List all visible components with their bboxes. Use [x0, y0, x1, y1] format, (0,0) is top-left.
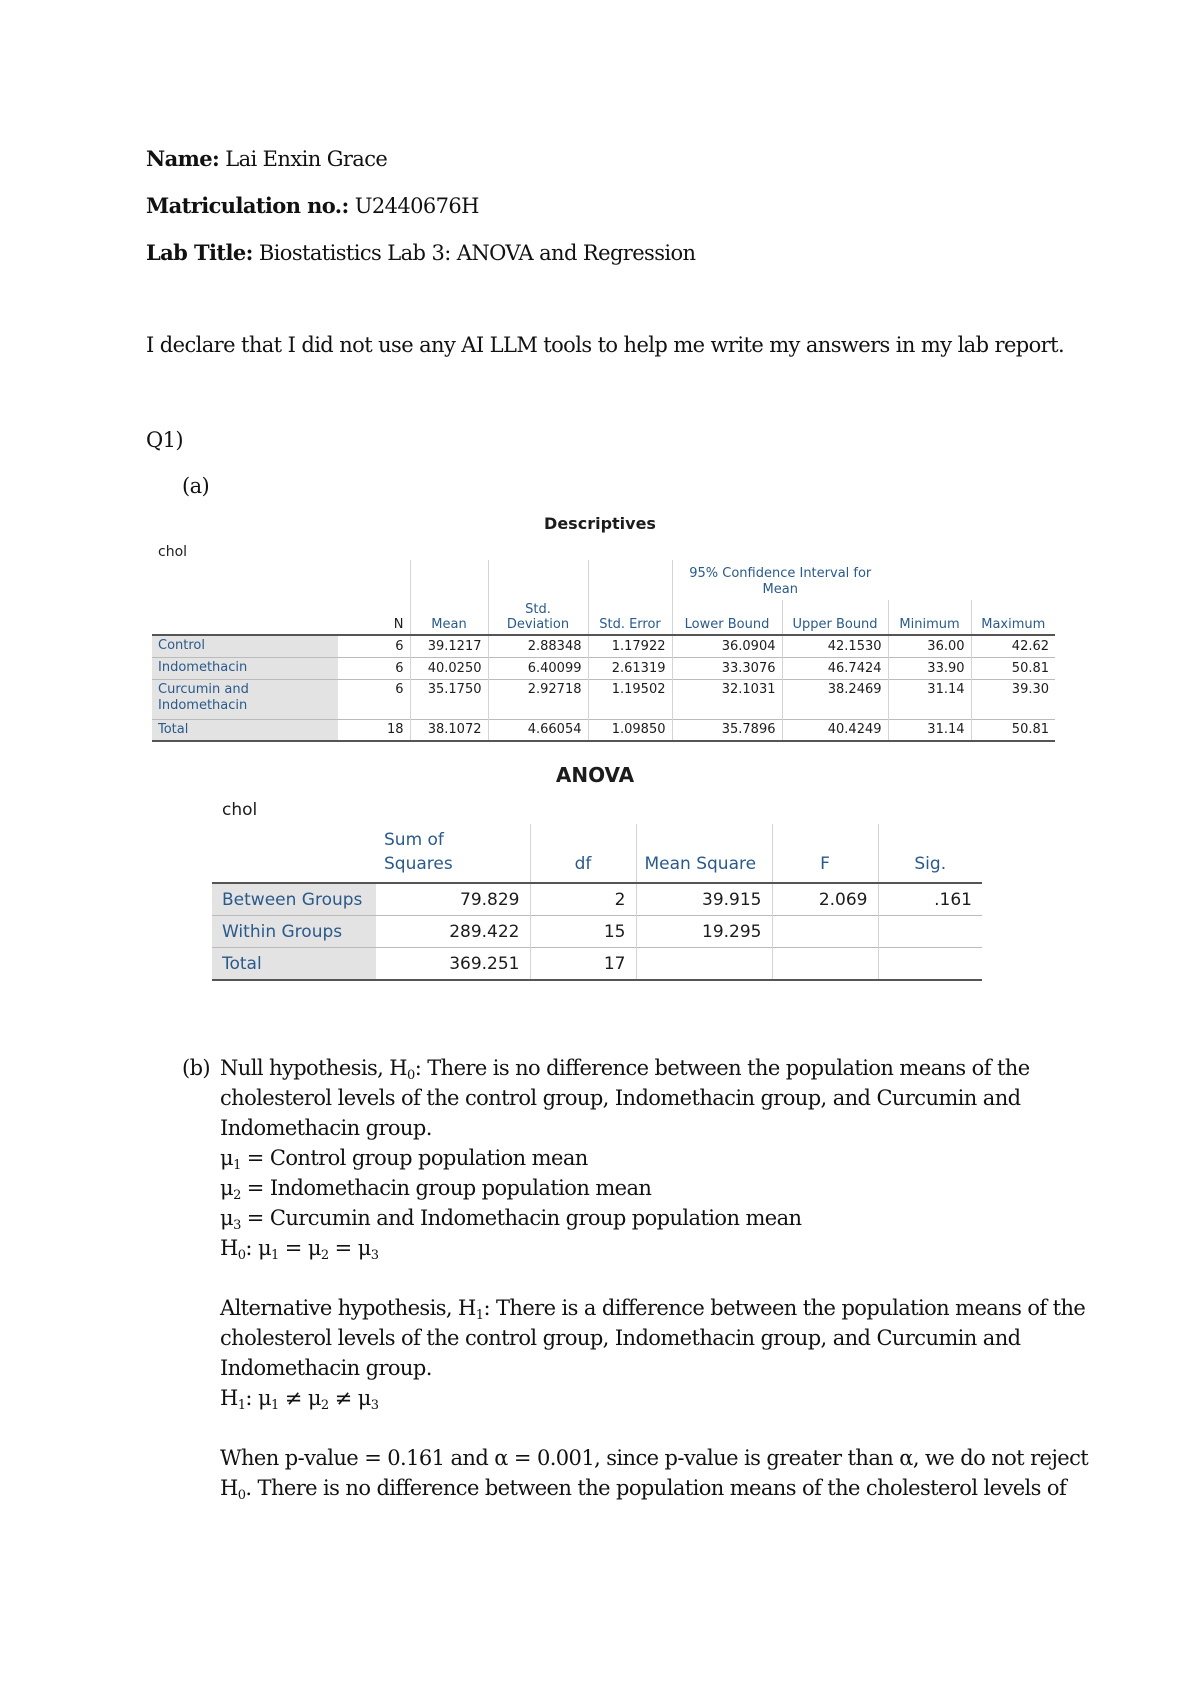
h-sub: 0 — [237, 1488, 246, 1503]
alt-sub: 1 — [475, 1308, 484, 1323]
table-row — [152, 635, 1055, 657]
alt-hypothesis-line2: cholesterol levels of the control group, Indomethacin group, and Curcumin and — [220, 1326, 1021, 1350]
alt-hypothesis-line3: Indomethacin group. — [220, 1356, 432, 1380]
mu1-definition — [220, 1146, 588, 1173]
mu-sub: 2 — [320, 1398, 329, 1413]
cell: 4.66054 — [488, 719, 588, 741]
cell: 2.069 — [772, 883, 878, 916]
col-header-df: df — [530, 824, 636, 883]
part-b-label: (b) — [182, 1056, 211, 1080]
row-label: Total — [152, 719, 338, 741]
col-header-minimum: Minimum — [888, 600, 971, 635]
declaration: I declare that I did not use any AI LLM tools to help me write my answers in my lab report. — [146, 333, 1065, 357]
cell: 2.88348 — [488, 635, 588, 657]
null-intro: Null hypothesis, H — [220, 1056, 408, 1080]
ci-header-line1: 95% Confidence Interval for — [689, 566, 872, 581]
row-label: Between Groups — [212, 883, 376, 916]
h1-equation — [220, 1386, 378, 1413]
h0-equation — [220, 1236, 378, 1263]
mu-symbol: μ — [220, 1176, 234, 1200]
descriptives-header-row — [152, 600, 1055, 635]
mu1-text: = Control group population mean — [240, 1146, 588, 1170]
null-hypothesis-line3: Indomethacin group. — [220, 1116, 432, 1140]
table-row — [152, 657, 1055, 679]
cell: 32.1031 — [672, 679, 782, 719]
cell: 1.09850 — [588, 719, 672, 741]
col-header-std-dev: Std. Deviation — [488, 600, 588, 635]
h-symbol: H — [220, 1236, 238, 1260]
mu-sub: 1 — [233, 1158, 241, 1173]
h-sub: 0 — [237, 1248, 246, 1263]
col-header-n: N — [393, 617, 404, 632]
table-row — [212, 916, 982, 948]
cell: 31.14 — [888, 719, 971, 741]
cell: 42.62 — [971, 635, 1055, 657]
cell: 2.61319 — [588, 657, 672, 679]
anova-header-row — [212, 824, 982, 883]
cell: 50.81 — [971, 719, 1055, 741]
lab-title-value: Biostatistics Lab 3: ANOVA and Regression — [258, 241, 696, 265]
cell — [636, 948, 772, 981]
mu-sub: 2 — [320, 1248, 329, 1263]
descriptives-variable: chol — [158, 544, 188, 560]
conclusion-text2: . There is no difference between the population means of the cholesterol levels of — [245, 1476, 1067, 1500]
cell: 6.40099 — [488, 657, 588, 679]
cell: 79.829 — [376, 883, 530, 916]
cell: 38.2469 — [782, 679, 888, 719]
col-header-maximum: Maximum — [971, 600, 1055, 635]
cell — [878, 916, 982, 948]
mu-sub: 1 — [271, 1248, 279, 1263]
eq-part: : μ — [245, 1386, 271, 1410]
lab-title-label: Lab Title: — [146, 240, 253, 265]
cell: 39.30 — [971, 679, 1055, 719]
cell: 36.0904 — [672, 635, 782, 657]
col-header-sum-of-squares — [376, 824, 530, 883]
mu-sub: 2 — [233, 1188, 241, 1203]
cell: 2 — [530, 883, 636, 916]
conclusion-line1: When p-value = 0.161 and α = 0.001, since p-value is greater than α, we do not reject — [220, 1446, 1089, 1470]
cell: 40.4249 — [782, 719, 888, 741]
cell: 19.295 — [636, 916, 772, 948]
mu-symbol: μ — [220, 1146, 234, 1170]
cell — [772, 948, 878, 981]
cell: .161 — [878, 883, 982, 916]
name-value: Lai Enxin Grace — [225, 147, 388, 171]
mu3-definition — [220, 1206, 801, 1233]
null-hypothesis-line1 — [220, 1056, 1030, 1083]
cell: 17 — [530, 948, 636, 981]
cell: 50.81 — [971, 657, 1055, 679]
part-a-label: (a) — [182, 474, 210, 498]
matric-label: Matriculation no.: — [146, 193, 349, 218]
row-label — [152, 679, 338, 719]
table-row — [212, 948, 982, 981]
col-header-f: F — [772, 824, 878, 883]
null-text1: : There is no difference between the population means of the — [414, 1056, 1030, 1080]
mu2-definition — [220, 1176, 651, 1203]
table-row — [152, 719, 1055, 741]
cell: 6 — [338, 679, 410, 719]
cell: 35.7896 — [672, 719, 782, 741]
cell: 33.3076 — [672, 657, 782, 679]
cell: 369.251 — [376, 948, 530, 981]
h-sub: 1 — [237, 1398, 246, 1413]
cell: 46.7424 — [782, 657, 888, 679]
row-label: Control — [152, 635, 338, 657]
mu-sub: 1 — [271, 1398, 279, 1413]
cell: 15 — [530, 916, 636, 948]
cell: 289.422 — [376, 916, 530, 948]
cell: 36.00 — [888, 635, 971, 657]
anova-table — [212, 824, 982, 981]
mu-sub: 3 — [233, 1218, 241, 1233]
h-symbol: H — [220, 1476, 238, 1500]
descriptives-title: Descriptives — [544, 514, 656, 533]
name-label: Name: — [146, 146, 220, 171]
cell: 42.1530 — [782, 635, 888, 657]
ci-header-line2: Mean — [762, 582, 798, 597]
lab-title-line — [146, 240, 696, 265]
col-header-sum-of-squares-line1: Sum of — [384, 830, 444, 850]
eq-part: = μ — [328, 1236, 371, 1260]
cell: 40.0250 — [410, 657, 488, 679]
cell: 18 — [338, 719, 410, 741]
descriptives-table — [152, 560, 1055, 742]
cell — [772, 916, 878, 948]
alt-intro: Alternative hypothesis, H — [220, 1296, 476, 1320]
mu2-text: = Indomethacin group population mean — [240, 1176, 652, 1200]
mu-symbol: μ — [220, 1206, 234, 1230]
question-1-label: Q1) — [146, 428, 183, 452]
cell: 6 — [338, 635, 410, 657]
row-label: Within Groups — [212, 916, 376, 948]
eq-part: ≠ μ — [278, 1386, 321, 1410]
col-header-lower-bound: Lower Bound — [672, 600, 782, 635]
cell: 38.1072 — [410, 719, 488, 741]
col-header-sig: Sig. — [878, 824, 982, 883]
cell: 39.915 — [636, 883, 772, 916]
matric-value: U2440676H — [354, 194, 479, 218]
mu3-text: = Curcumin and Indomethacin group population mean — [240, 1206, 802, 1230]
anova-variable: chol — [222, 800, 258, 820]
name-line — [146, 146, 387, 171]
cell: 1.19502 — [588, 679, 672, 719]
eq-part: = μ — [278, 1236, 321, 1260]
cell: 1.17922 — [588, 635, 672, 657]
cell: 2.92718 — [488, 679, 588, 719]
cell: 35.1750 — [410, 679, 488, 719]
row-label-line1: Curcumin and — [158, 681, 249, 697]
cell: 39.1217 — [410, 635, 488, 657]
matriculation-line — [146, 193, 479, 218]
mu-sub: 3 — [370, 1398, 379, 1413]
ci-header — [672, 560, 888, 600]
col-header-mean-square: Mean Square — [636, 824, 772, 883]
table-row — [212, 883, 982, 916]
alt-hypothesis-line1 — [220, 1296, 1085, 1323]
row-label: Indomethacin — [152, 657, 338, 679]
eq-part: ≠ μ — [328, 1386, 371, 1410]
cell — [878, 948, 982, 981]
col-header-upper-bound: Upper Bound — [782, 600, 888, 635]
h-symbol: H — [220, 1386, 238, 1410]
anova-title: ANOVA — [555, 763, 635, 787]
row-label-line2: Indomethacin — [158, 697, 248, 713]
mu-sub: 3 — [370, 1248, 379, 1263]
cell: 31.14 — [888, 679, 971, 719]
col-header-sum-of-squares-line2: Squares — [384, 854, 453, 874]
eq-part: : μ — [245, 1236, 271, 1260]
cell: 6 — [338, 657, 410, 679]
conclusion-line2 — [220, 1476, 1066, 1503]
table-row — [152, 679, 1055, 719]
cell: 33.90 — [888, 657, 971, 679]
null-hypothesis-line2: cholesterol levels of the control group, Indomethacin group, and Curcumin and — [220, 1086, 1021, 1110]
null-sub: 0 — [407, 1068, 415, 1083]
col-header-mean: Mean — [410, 600, 488, 635]
col-header-std-error: Std. Error — [588, 600, 672, 635]
alt-text1: : There is a difference between the population means of the — [483, 1296, 1086, 1320]
row-label: Total — [212, 948, 376, 981]
